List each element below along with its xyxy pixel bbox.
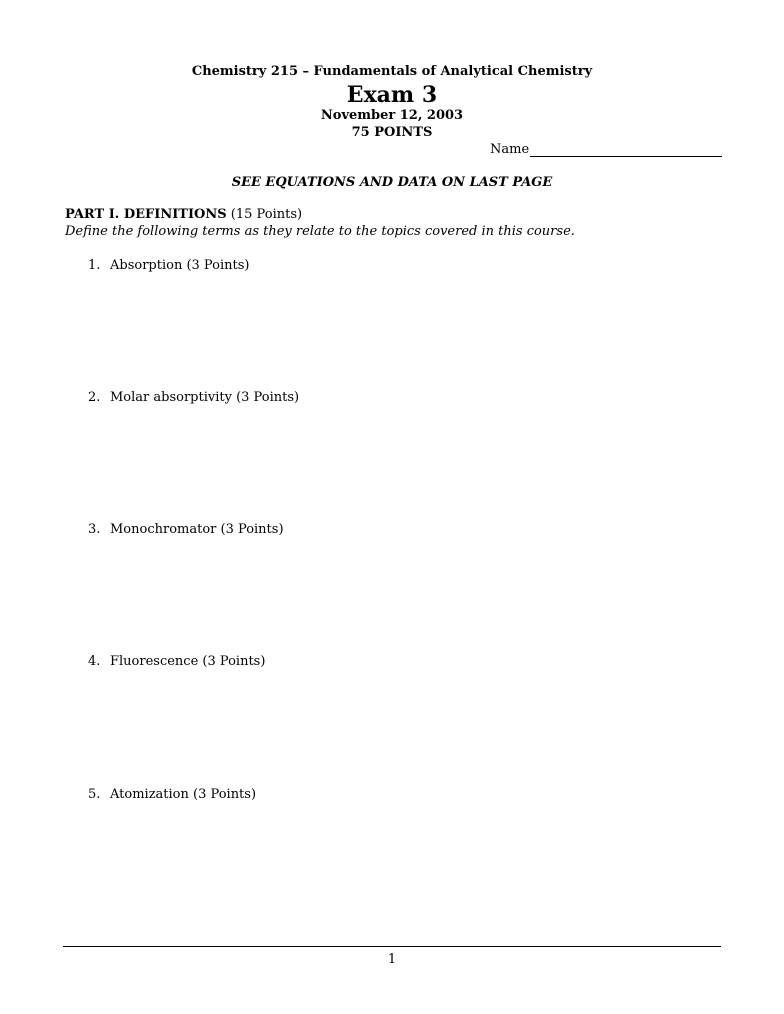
question-text: Monochromator (3 Points) [110, 522, 284, 537]
name-blank-line[interactable] [530, 142, 722, 157]
question-item [88, 787, 256, 802]
question-item [88, 522, 284, 537]
question-item [88, 654, 265, 669]
exam-total-points: 75 POINTS [351, 125, 433, 140]
question-item [88, 390, 299, 405]
part-instructions: Define the following terms as they relate to the topics covered in this course. [65, 224, 575, 239]
question-item [88, 258, 249, 273]
question-text: Fluorescence (3 Points) [110, 654, 266, 669]
question-number: 3. [88, 522, 101, 537]
exam-title: Exam 3 [346, 82, 438, 108]
page-number: 1 [387, 952, 397, 967]
question-text: Molar absorptivity (3 Points) [110, 390, 300, 405]
name-field-row [490, 142, 722, 157]
part-heading-title: PART I. DEFINITIONS [65, 207, 227, 222]
footer-divider [63, 946, 721, 947]
name-label: Name [490, 142, 530, 157]
question-text: Absorption (3 Points) [110, 258, 250, 273]
question-text: Atomization (3 Points) [110, 787, 257, 802]
course-title: Chemistry 215 – Fundamentals of Analytical Chemistry [191, 64, 593, 79]
question-number: 1. [88, 258, 101, 273]
part-heading-points: (15 Points) [230, 207, 303, 222]
question-number: 4. [88, 654, 101, 669]
question-number: 5. [88, 787, 101, 802]
part-heading [65, 207, 302, 222]
exam-date: November 12, 2003 [320, 108, 464, 123]
question-number: 2. [88, 390, 101, 405]
equations-note: SEE EQUATIONS AND DATA ON LAST PAGE [231, 175, 553, 190]
